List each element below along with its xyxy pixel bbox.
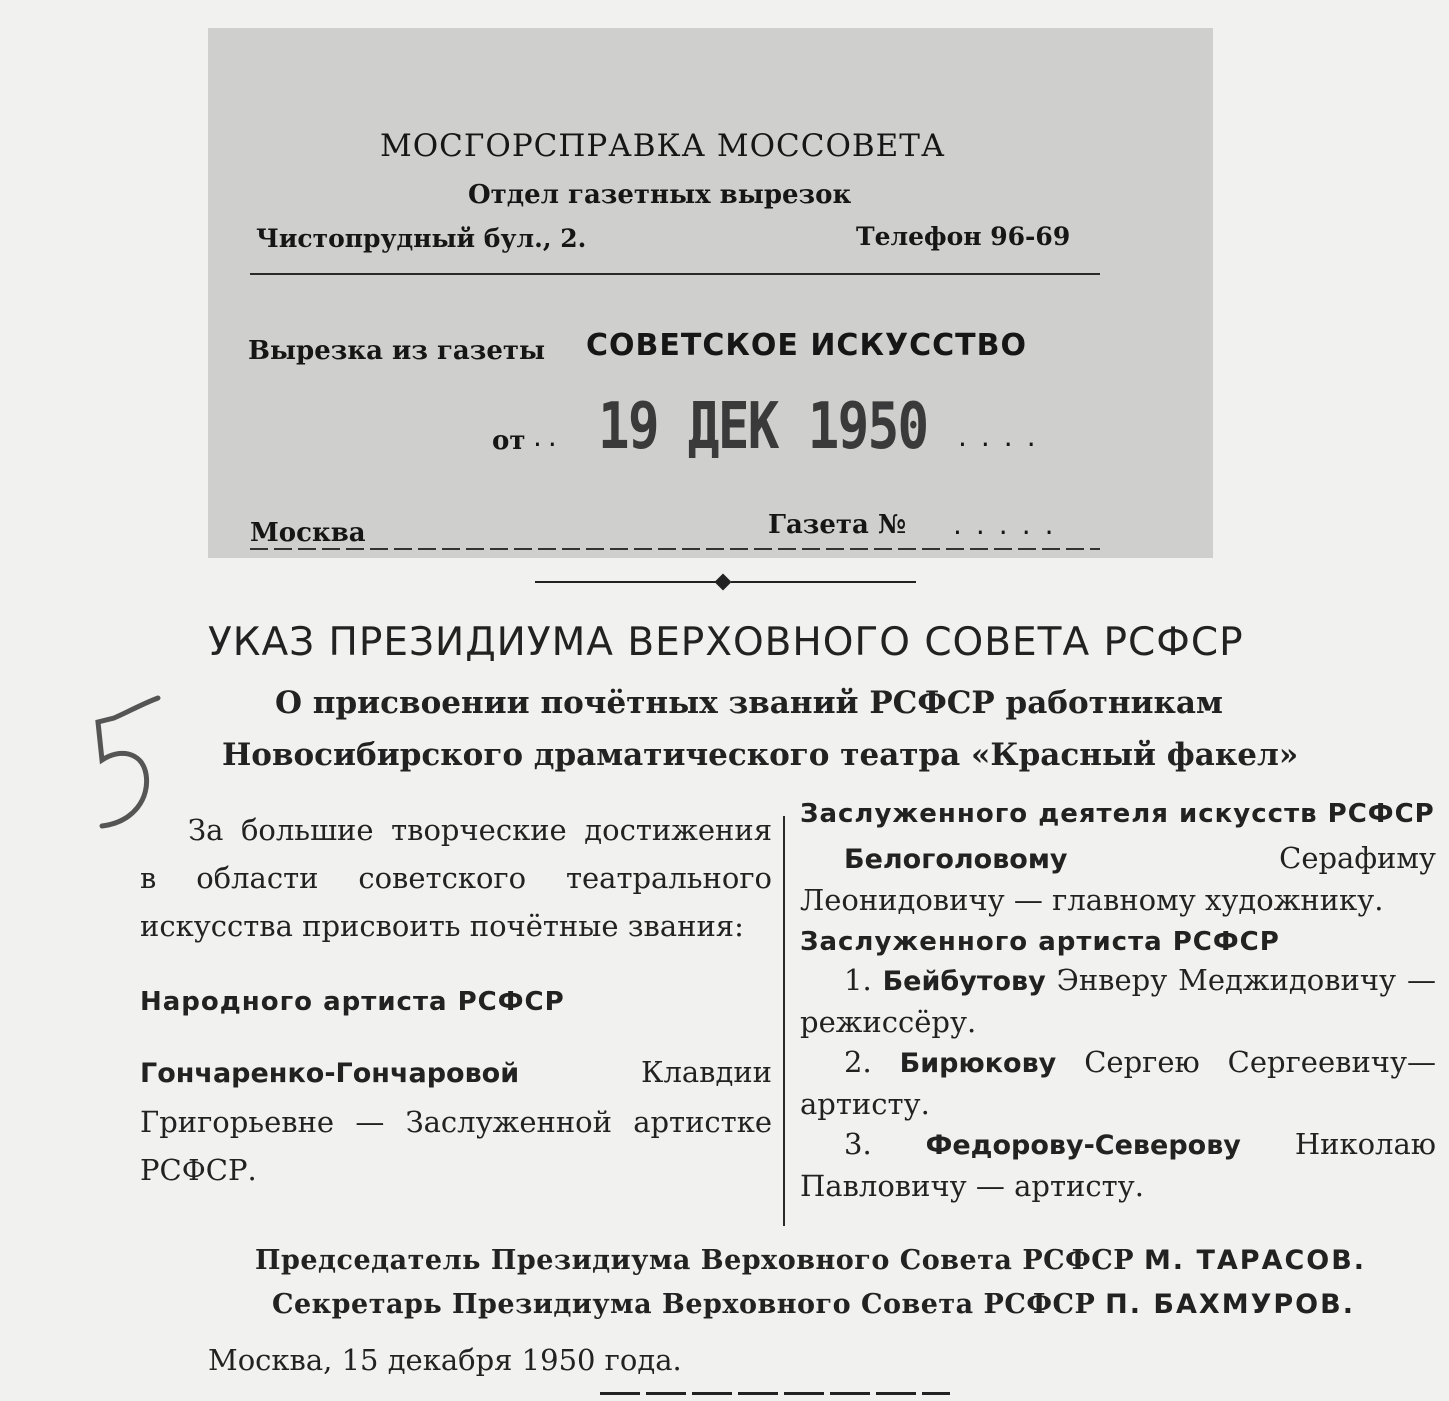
item-number: 1. [844, 963, 872, 997]
person-name: Бейбутову [882, 966, 1046, 997]
cut-from-label: Вырезка из газеты [248, 336, 546, 366]
person-details: Серафиму Леонидовичу — главному художнику. [800, 841, 1436, 917]
department-name: Отдел газетных вырезок [468, 180, 852, 210]
column-divider [783, 816, 785, 1226]
ornament-line [535, 581, 720, 583]
secretary-signature [272, 1289, 1355, 1320]
bureau-phone: Телефон 96-69 [856, 222, 1071, 251]
bureau-address: Чистопрудный бул., 2. [256, 224, 587, 253]
from-label: от [492, 426, 526, 456]
signature-name: П. БАХМУРОВ. [1105, 1289, 1355, 1320]
title-heading: Заслуженного деятеля искусств РСФСР [800, 799, 1435, 829]
person-name: Федорову-Северову [925, 1130, 1241, 1161]
diamond-icon [715, 574, 732, 591]
ornament-divider [535, 576, 915, 588]
award-entry [800, 1124, 1436, 1206]
person-name: Белоголовому [844, 844, 1068, 875]
date-stamp: 19 ДЕК 1950 [598, 390, 928, 464]
signature-role: Секретарь Президиума Верховного Совета РСФСР [272, 1289, 1096, 1320]
newspaper-name: СОВЕТСКОЕ ИСКУССТВО [586, 328, 1027, 363]
decree-intro: За большие творческие достижения в области советского театрального искусства присвоить почётные звания: [140, 813, 772, 943]
city-label: Москва [250, 518, 366, 548]
award-entry [800, 1042, 1436, 1124]
decree-subtitle: Новосибирского драматического театра «Красный факел» [222, 737, 1299, 773]
decree-title: УКАЗ ПРЕЗИДИУМА ВЕРХОВНОГО СОВЕТА РСФСР [208, 620, 1244, 665]
award-entry [800, 960, 1436, 1042]
label-divider [250, 273, 1100, 275]
place-and-date: Москва, 15 декабря 1950 года. [208, 1343, 682, 1377]
person-name: Бирюкову [899, 1048, 1057, 1079]
chairman-signature [255, 1245, 1366, 1276]
leader-dots: ..... [953, 508, 1068, 541]
label-bottom-divider [250, 548, 1100, 550]
person-details: Энверу Меджидовичу — режиссёру. [800, 963, 1437, 1039]
signature-name: М. ТАРАСОВ. [1143, 1245, 1367, 1276]
leader-dots: .... [958, 420, 1050, 453]
bureau-name: МОСГОРСПРАВКА МОССОВЕТА [380, 128, 946, 164]
title-heading: Народного артиста РСФСР [140, 987, 565, 1017]
item-number: 2. [844, 1045, 872, 1079]
ornament-line [731, 581, 916, 583]
left-column [140, 806, 772, 1194]
title-heading: Заслуженного артиста РСФСР [800, 927, 1280, 957]
award-entry [800, 838, 1436, 920]
person-name: Гончаренко-Гончаровой [140, 1058, 520, 1089]
signature-role: Председатель Президиума Верховного Совета РСФСР [255, 1245, 1135, 1276]
bottom-divider [600, 1392, 950, 1395]
person-details: Сергею Сергеевичу— артисту. [800, 1045, 1437, 1121]
gazette-number-label: Газета № [768, 510, 907, 540]
person-details: Николаю Павловичу — артисту. [800, 1127, 1436, 1203]
item-number: 3. [844, 1127, 872, 1161]
award-entry [140, 1048, 772, 1194]
decree-subtitle: О присвоении почётных званий РСФСР работникам [275, 685, 1223, 721]
leader-dots: .. [533, 420, 563, 453]
person-details: Клавдии Григорьевне — Заслуженной артистке РСФСР. [140, 1055, 772, 1187]
clipping-bureau-label [208, 28, 1213, 558]
right-column [800, 796, 1436, 1206]
